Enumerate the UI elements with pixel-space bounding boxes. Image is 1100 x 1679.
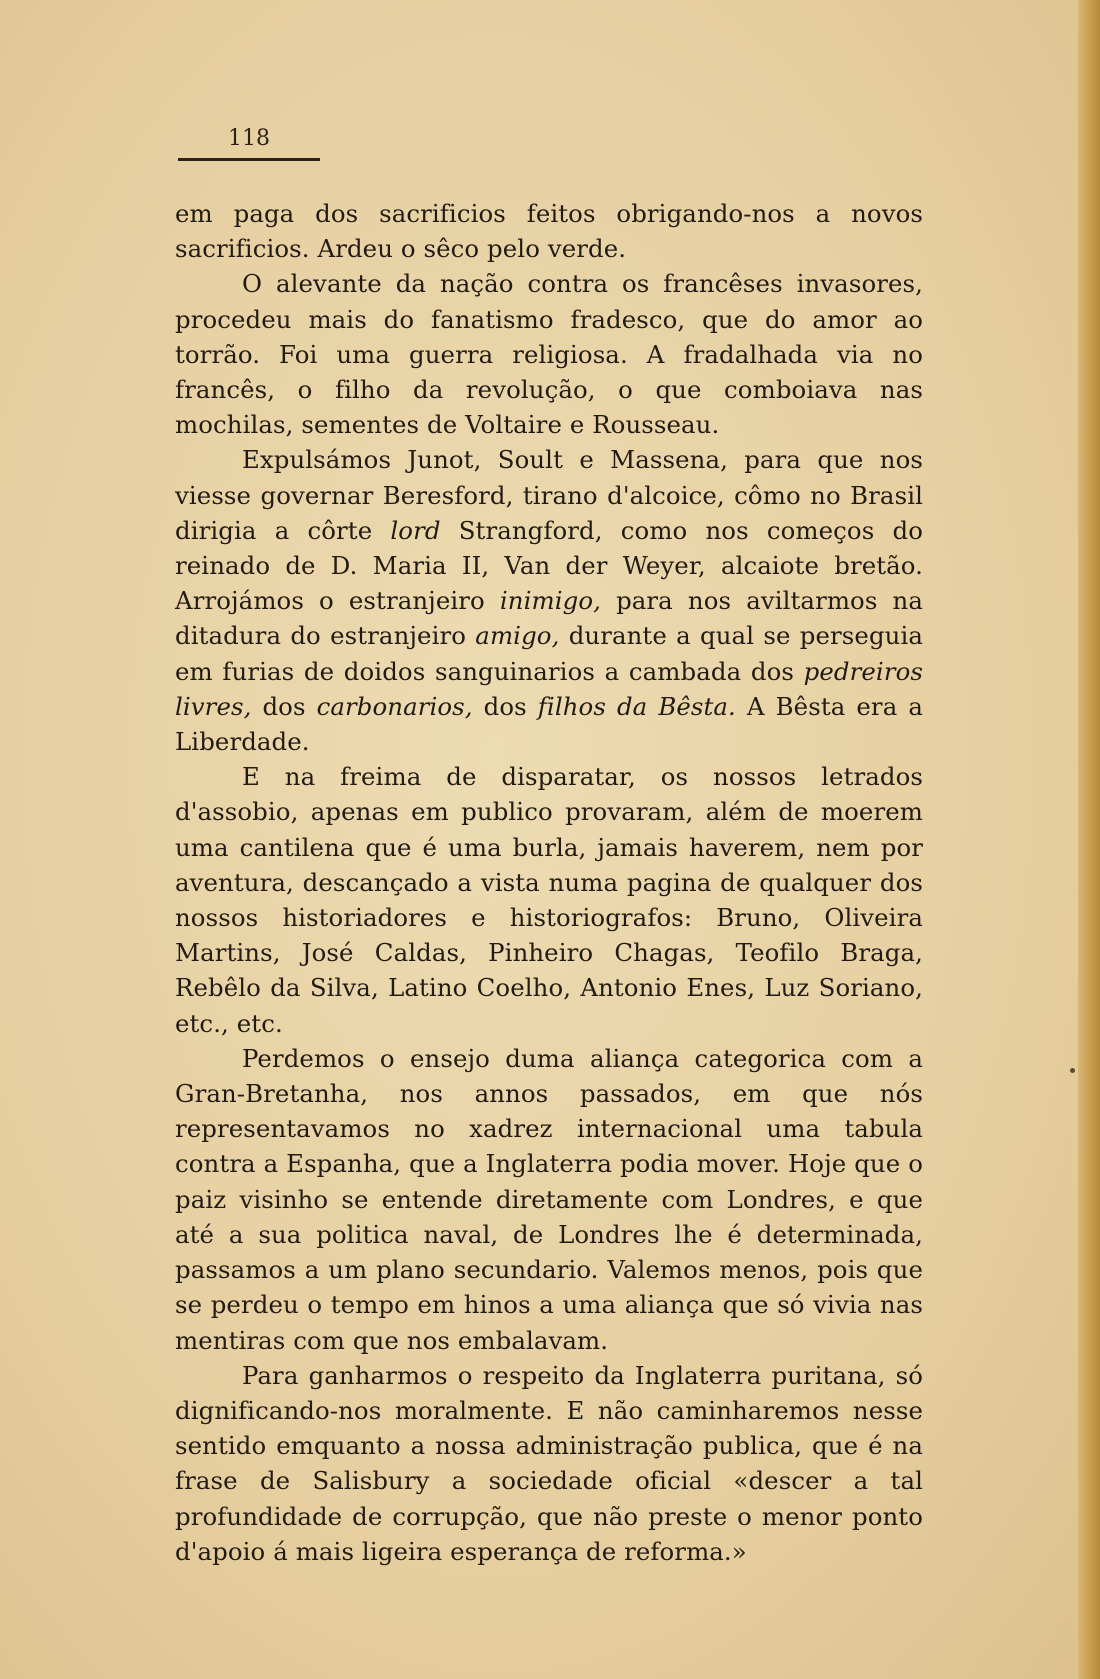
page-edge [1078,0,1100,1679]
italic-run: pedreiros livres, [175,656,923,721]
text-run: dos [472,691,538,721]
text-run: durante a qual se perseguia em furias de doidos sanguinarios a cambada dos [175,621,924,686]
italic-run: filhos da Bêsta. [537,691,736,721]
paragraph: O alevante da nação contra os francêses invasores, procedeu mais do fanatismo fradesco, que do amor ao torrão. Foi uma guerra religiosa. A fradalhada via no francês, o filho da revolução, o que comboiava nas mochilas, sementes de Voltaire e Rousseau. [175,269,923,440]
body-text [175,196,923,1569]
paper-speck [1070,1068,1075,1073]
text-run: dos [251,691,317,721]
italic-run: lord [390,515,441,545]
text-run: Strangford, como nos começos do reinado de D. Maria II, Van der Weyer, alcaiote bretão. Arrojámos o estranjeiro [175,515,923,616]
paragraph: em paga dos sacrificios feitos obrigando-nos a novos sacrificios. Ardeu o sêco pelo verde. [175,199,923,264]
italic-run: inimigo, [499,586,601,616]
text-run: Expulsámos Junot, Soult e Massena, para que nos viesse governar Beresford, tirano d'alcoice, cômo no Brasil dirigia a côrte [175,445,923,545]
italic-run: carbonarios, [316,691,473,721]
page-number: 118 [228,126,270,151]
text-run: para nos aviltarmos na ditadura do estranjeiro [175,586,923,651]
paragraph: Para ganharmos o respeito da Inglaterra puritana, só dignificando-nos moralmente. E não caminharemos nesse sentido emquanto a nossa administração publica, que é na frase de Salisbury a sociedade oficial «descer a tal profundidade de corrupção, que não preste o menor ponto d'apoio á mais ligeira esperança de reforma.» [175,1360,923,1566]
text-run: A Bêsta era a Liberdade. [175,691,923,757]
italic-run: amigo, [475,621,560,651]
header-rule [178,158,320,161]
paragraph [175,442,923,759]
paragraph: E na freima de disparatar, os nossos letrados d'assobio, apenas em publico provaram, além de moerem uma cantilena que é uma burla, jamais haverem, nem por aventura, descançado a vista numa pagina de qualquer dos nossos historiadores e historiografos: Bruno, Oliveira Martins, José Caldas, Pinheiro Chagas, Teofilo Braga, Rebêlo da Silva, Latino Coelho, Antonio Enes, Luz Soriano, etc., etc. [175,762,923,1038]
paragraph: Perdemos o ensejo duma aliança categorica com a Gran-Bretanha, nos annos passados, em que nós representavamos no xadrez internacional uma tabula contra a Espanha, que a Inglaterra podia mover. Hoje que o paiz visinho se entende diretamente com Londres, e que até a sua politica naval, de Londres lhe é determinada, passamos a um plano secundario. Valemos menos, pois que se perdeu o tempo em hinos a uma aliança que só vivia nas mentiras com que nos embalavam. [175,1043,923,1355]
